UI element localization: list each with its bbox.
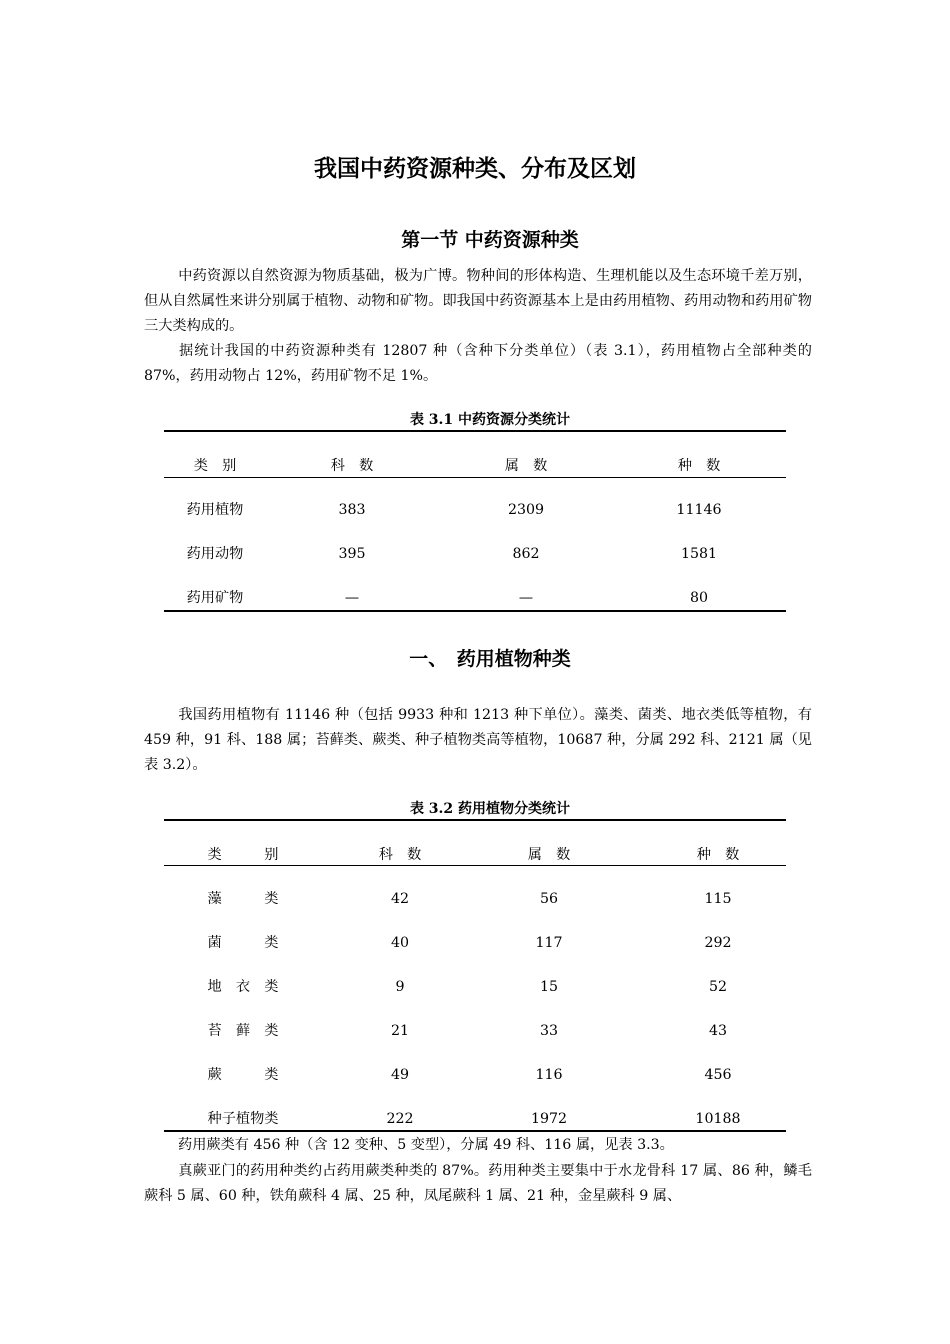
- paragraph-resources-intro: 中药资源以自然资源为物质基础，极为广博。物种间的形体构造、生理机能以及生态环境千差万别，但从自然属性来讲分别属于植物、动物和矿物。即我国中药资源基本上是由药用植物、药用动物和药用矿物三大类构成的。: [144, 268, 812, 334]
- header-cell: 科 数: [378, 847, 422, 863]
- table-cell: 藻 类: [207, 891, 279, 907]
- table-rule-bottom: [164, 610, 786, 612]
- table-cell: 9: [395, 979, 405, 995]
- table-row: [164, 975, 786, 999]
- table-1: [164, 430, 786, 614]
- table-cell: 1581: [680, 546, 718, 562]
- header-cell: 类 别: [207, 847, 279, 863]
- table-cell: 40: [390, 935, 410, 951]
- table-cell: 222: [386, 1111, 414, 1127]
- table-cell: 116: [535, 1067, 563, 1083]
- table-cell: 药用动物: [186, 546, 244, 562]
- table-row: [164, 586, 786, 610]
- paragraph-resources-stats: 据统计我国的中药资源种类有 12807 种（含种下分类单位）（表 3.1），药用植物占全部种类的 87%，药用动物占 12%，药用矿物不足 1%。: [144, 343, 812, 384]
- table-rule-bottom: [164, 1130, 786, 1132]
- table-cell: 种子植物类: [207, 1111, 279, 1127]
- table-rule-top: [164, 819, 786, 821]
- table-cell: —: [344, 590, 360, 606]
- header-cell: 属 数: [504, 458, 548, 474]
- header-cell: 类 别: [193, 458, 237, 474]
- header-cell: 种 数: [677, 458, 721, 474]
- table-cell: 1972: [530, 1111, 568, 1127]
- table-cell: 383: [338, 502, 366, 518]
- table-cell: 456: [704, 1067, 732, 1083]
- table-cell: 52: [708, 979, 728, 995]
- table-2: [164, 819, 786, 1135]
- paragraph-plant-species: 我国药用植物有 11146 种（包括 9933 种和 1213 种下单位）。藻类、菌类、地衣类低等植物，有 459 种，91 科、188 属；苔藓类、蕨类、种子植物类高等植物，10687 种，分属 292 科、2121 属（见表 3.2）。: [144, 707, 812, 773]
- table-cell: 862: [512, 546, 540, 562]
- table-row: [164, 1063, 786, 1087]
- table-cell: 80: [689, 590, 709, 606]
- table-cell: 10188: [695, 1111, 741, 1127]
- table-cell: 56: [539, 891, 559, 907]
- table-cell: 33: [539, 1023, 559, 1039]
- table-header-row: [164, 843, 786, 867]
- table-cell: 115: [704, 891, 732, 907]
- document-title: 我国中药资源种类、分布及区划: [314, 156, 636, 182]
- table-cell: 11146: [676, 502, 722, 518]
- table-2-caption: 表 3.2 药用植物分类统计: [409, 801, 571, 817]
- header-cell: 科 数: [330, 458, 374, 474]
- table-cell: 21: [390, 1023, 410, 1039]
- table-cell: 药用植物: [186, 502, 244, 518]
- table-rule-header: [164, 865, 786, 866]
- table-row: [164, 498, 786, 522]
- table-row: [164, 887, 786, 911]
- header-cell: 种 数: [696, 847, 740, 863]
- table-cell: 地 衣 类: [207, 979, 279, 995]
- table-row: [164, 542, 786, 566]
- header-cell: 属 数: [527, 847, 571, 863]
- table-row: [164, 1107, 786, 1131]
- table-cell: —: [518, 590, 534, 606]
- table-1-caption: 表 3.1 中药资源分类统计: [409, 412, 571, 428]
- table-row: [164, 1019, 786, 1043]
- table-cell: 药用矿物: [186, 590, 244, 606]
- table-cell: 苔 藓 类: [207, 1023, 279, 1039]
- table-header-row: [164, 454, 786, 478]
- paragraph-fern-families: 真蕨亚门的药用种类约占药用蕨类种类的 87%。药用种类主要集中于水龙骨科 17 属、86 种，鳞毛蕨科 5 属、60 种，铁角蕨科 4 属、25 种，凤尾蕨科 1 属、21 种，金星蕨科 9 属、: [144, 1163, 812, 1204]
- section-heading-1: 第一节 中药资源种类: [401, 229, 579, 251]
- paragraph-fern-count: 药用蕨类有 456 种（含 12 变种、5 变型），分属 49 科、116 属，见表 3.3。: [178, 1137, 674, 1153]
- table-cell: 菌 类: [207, 935, 279, 951]
- table-cell: 395: [338, 546, 366, 562]
- table-cell: 292: [704, 935, 732, 951]
- table-cell: 15: [539, 979, 559, 995]
- table-cell: 2309: [507, 502, 545, 518]
- table-cell: 43: [708, 1023, 728, 1039]
- section-heading-2: 一、 药用植物种类: [409, 648, 571, 670]
- table-cell: 42: [390, 891, 410, 907]
- table-rule-top: [164, 430, 786, 432]
- table-cell: 117: [535, 935, 563, 951]
- table-row: [164, 931, 786, 955]
- table-cell: 49: [390, 1067, 410, 1083]
- table-cell: 蕨 类: [207, 1067, 279, 1083]
- table-rule-header: [164, 477, 786, 478]
